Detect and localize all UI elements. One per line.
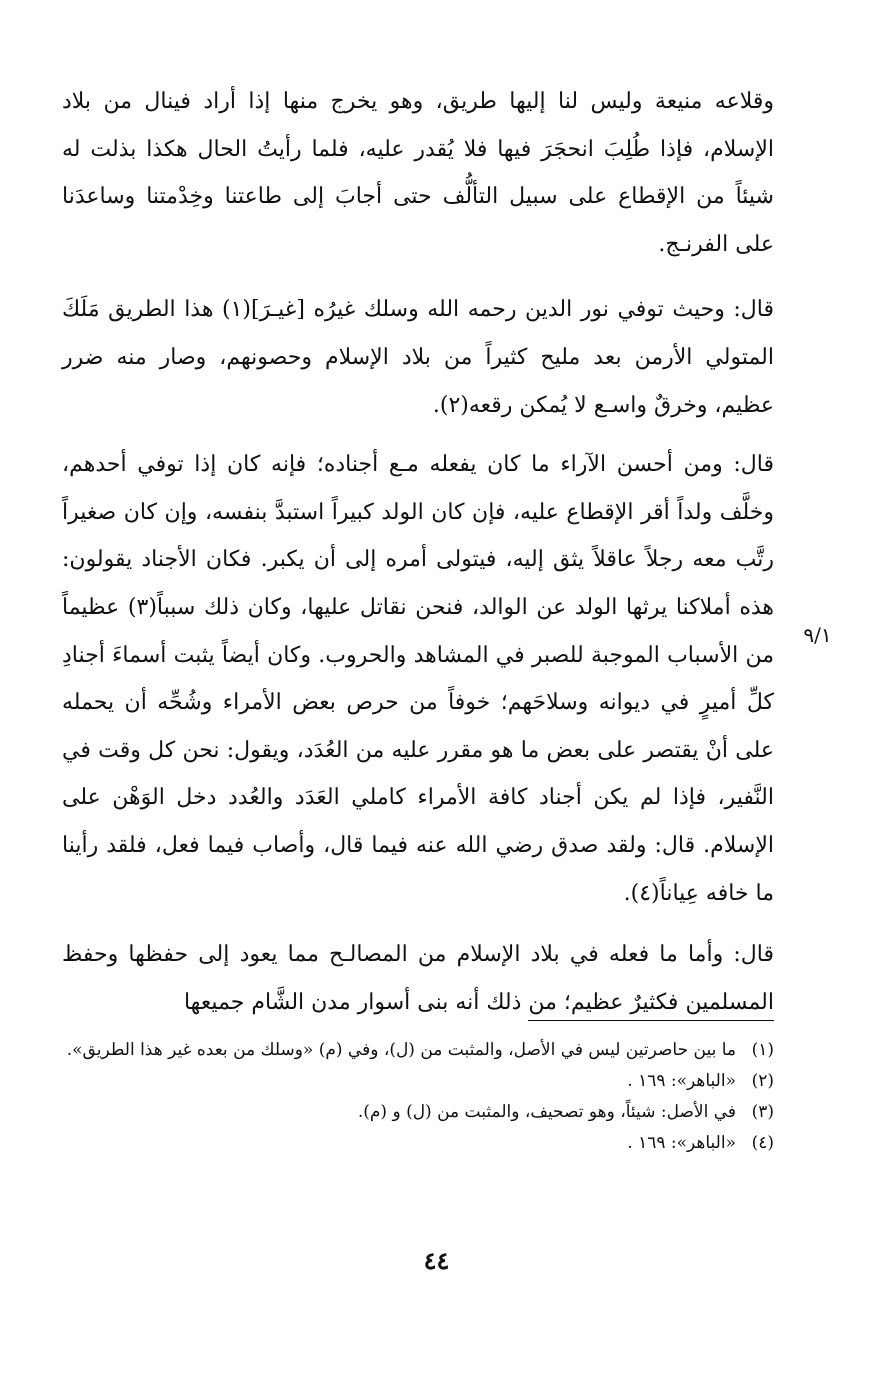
page-number: ٤٤ bbox=[423, 1246, 450, 1275]
footnote-2 bbox=[62, 1066, 774, 1097]
footnote-text: ما بين حاصرتين ليس في الأصل، والمثبت من (ل)، وفي (م) «وسلك من بعده غير هذا الطريق». bbox=[66, 1040, 736, 1060]
paragraph-4: قال: وأما ما فعله في بلاد الإسلام من المصالـح مما يعود إلى حفظها وحفظ المسلمين فكثيرٌ عظيم؛ من ذلك أنه بنى أسوار مدن الشَّام جميعها bbox=[62, 942, 774, 1015]
footnote-1 bbox=[62, 1035, 774, 1066]
footnote-divider bbox=[528, 1020, 774, 1021]
footnote-text: في الأصل: شيئاً، وهو تصحيف، والمثبت من (ل) و (م). bbox=[357, 1102, 736, 1122]
footnote-text: «الباهر»: ١٦٩ . bbox=[627, 1071, 736, 1091]
paragraph-3: قال: ومن أحسن الآراء ما كان يفعله مـع أجناده؛ فإنه كان إذا توفي أحدهم، وخلَّف ولداً أقر الإقطاع عليه، فإن كان الولد كبيراً استبدَّ بنفسه، وإن كان صغيراً رتَّب معه رجلاً عاقلاً يثق إليه، فيتولى أمره إلى أن يكبر. فكان الأجناد يقولون: هذه أملاكنا يرثها الولد عن الوالد، فنحن نقاتل عليها، وكان ذلك سبباً(٣) عظيماً من الأسباب الموجبة للصبر في المشاهد والحروب. وكان أيضاً يثبت أسماءَ أجنادِ كلِّ أميرٍ في ديوانه وسلاحَهم؛ خوفاً من حرص بعض الأمراء وشُحِّه أن يحمله على أنْ يقتصر على بعض ما هو مقرر عليه من العُدَد، ويقول: نحن كل وقت في النَّفير، فإذا لم يكن أجناد كافة الأمراء كاملي العَدَد والعُدد دخل الوَهْن على الإسلام. قال: ولقد صدق رضي الله عنه فيما قال، وأصاب فيما فعل، فلقد رأينا ما خافه عِياناً(٤). bbox=[62, 452, 775, 906]
footnotes bbox=[62, 1035, 774, 1159]
footnote-3 bbox=[62, 1097, 774, 1128]
footnote-text: «الباهر»: ١٦٩ . bbox=[627, 1133, 736, 1153]
main-text bbox=[62, 78, 774, 1040]
paragraph-2: قال: وحيث توفي نور الدين رحمه الله وسلك غيرُه [غيـرَ](١) هذا الطريق مَلَكَ المتولي الأرمن بعد مليح كثيراً من بلاد الإسلام وحصونهم، وصار منه ضرر عظيم، وخرقٌ واسـع لا يُمكن رقعه(٢). bbox=[62, 297, 774, 418]
footnote-number: (٢) bbox=[751, 1071, 774, 1091]
margin-reference: ٩/١ bbox=[803, 623, 832, 647]
footnote-number: (١) bbox=[751, 1040, 774, 1060]
footnote-number: (٤) bbox=[751, 1133, 774, 1153]
footnote-4 bbox=[62, 1128, 774, 1159]
paragraph-1: وقلاعه منيعة وليس لنا إليها طريق، وهو يخرج منها إذا أراد فينال من بلاد الإسلام، فإذا طُلِبَ انحجَرَ فيها فلا يُقدر عليه، فلما رأيتُ الحال هكذا بذلت له شيئاً من الإقطاع على سبيل التألُّف حتى أجابَ إلى طاعتنا وخِدْمتنا وساعدَنا على الفرنـج. bbox=[62, 89, 774, 257]
footnote-number: (٣) bbox=[751, 1102, 774, 1122]
